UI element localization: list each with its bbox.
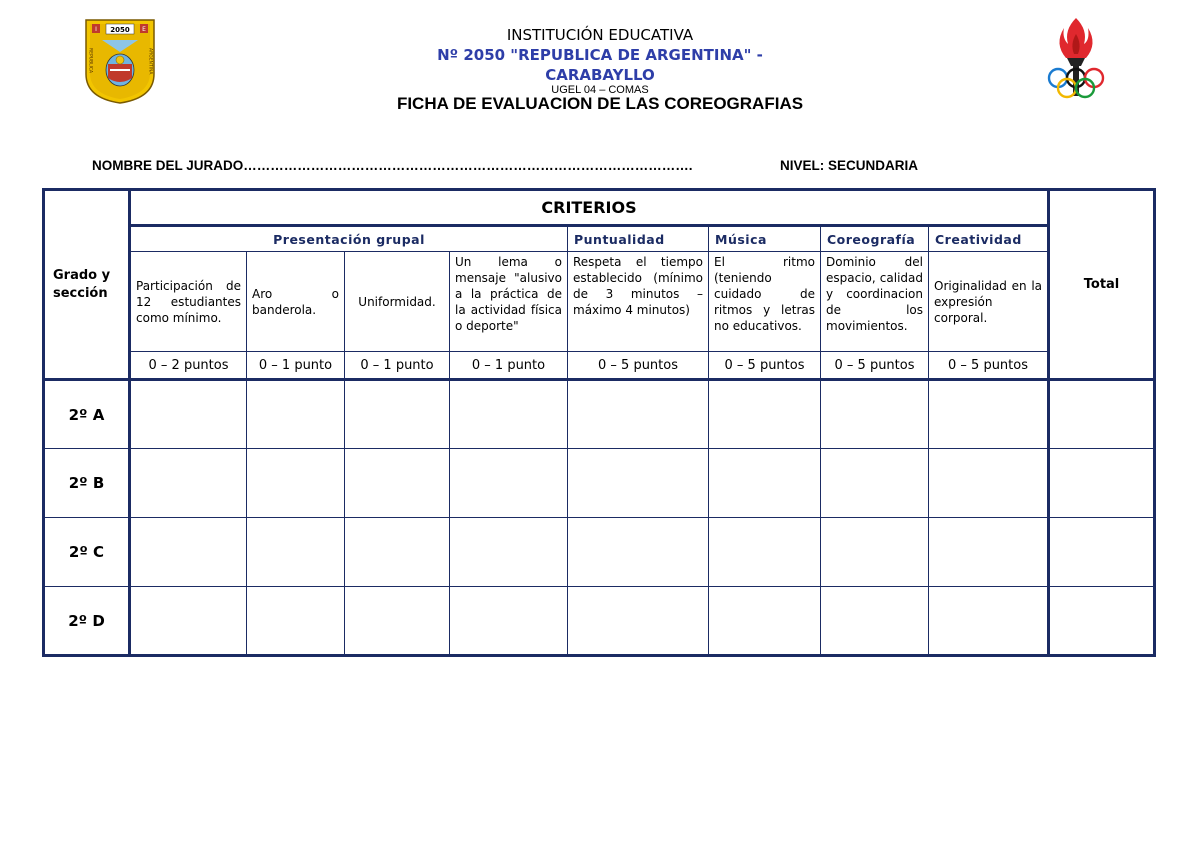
table-row bbox=[44, 518, 1155, 587]
points-range: 0 – 2 puntos bbox=[130, 352, 247, 380]
table-row bbox=[44, 449, 1155, 518]
score-cell[interactable] bbox=[821, 587, 929, 656]
score-cell[interactable] bbox=[130, 449, 247, 518]
nivel-label: NIVEL: SECUNDARIA bbox=[780, 158, 919, 173]
total-header: Total bbox=[1049, 190, 1155, 380]
evaluation-table bbox=[42, 188, 1156, 657]
score-cell[interactable] bbox=[568, 518, 709, 587]
svg-text:ARGENTINA: ARGENTINA bbox=[147, 48, 153, 75]
table-row bbox=[44, 587, 1155, 656]
row-label: 2º A bbox=[44, 380, 130, 449]
total-cell[interactable] bbox=[1049, 449, 1155, 518]
points-range: 0 – 1 punto bbox=[247, 352, 345, 380]
score-cell[interactable] bbox=[130, 380, 247, 449]
points-range: 0 – 5 puntos bbox=[568, 352, 709, 380]
score-cell[interactable] bbox=[450, 587, 568, 656]
score-cell[interactable] bbox=[450, 518, 568, 587]
score-cell[interactable] bbox=[821, 380, 929, 449]
score-cell[interactable] bbox=[345, 587, 450, 656]
score-cell[interactable] bbox=[130, 518, 247, 587]
ugel-label: UGEL 04 – COMAS bbox=[551, 84, 649, 96]
total-cell[interactable] bbox=[1049, 518, 1155, 587]
svg-text:2050: 2050 bbox=[110, 26, 130, 34]
institution-label: INSTITUCIÓN EDUCATIVA bbox=[506, 26, 694, 44]
total-cell[interactable] bbox=[1049, 380, 1155, 449]
points-range: 0 – 1 punto bbox=[450, 352, 568, 380]
score-cell[interactable] bbox=[345, 380, 450, 449]
score-cell[interactable] bbox=[929, 380, 1049, 449]
score-cell[interactable] bbox=[929, 518, 1049, 587]
score-cell[interactable] bbox=[247, 518, 345, 587]
row-label: 2º B bbox=[44, 449, 130, 518]
score-cell[interactable] bbox=[130, 587, 247, 656]
score-cell[interactable] bbox=[709, 587, 821, 656]
criterion-description: El ritmo (teniendo cuidado de ritmos y letras no educativos. bbox=[709, 252, 821, 352]
table-row bbox=[44, 380, 1155, 449]
svg-text:I: I bbox=[95, 26, 97, 33]
svg-text:E: E bbox=[142, 26, 146, 33]
category-coreografia: Coreografía bbox=[821, 226, 929, 252]
score-cell[interactable] bbox=[568, 587, 709, 656]
score-cell[interactable] bbox=[345, 449, 450, 518]
criterion-description: Dominio del espacio, calidad y coordinacion de los movimientos. bbox=[821, 252, 929, 352]
score-cell[interactable] bbox=[450, 449, 568, 518]
row-label: 2º D bbox=[44, 587, 130, 656]
score-cell[interactable] bbox=[345, 518, 450, 587]
category-creatividad: Creatividad bbox=[929, 226, 1049, 252]
total-cell[interactable] bbox=[1049, 587, 1155, 656]
score-cell[interactable] bbox=[450, 380, 568, 449]
criterion-description: Un lema o mensaje "alusivo a la práctica de la actividad física o deporte" bbox=[450, 252, 568, 352]
points-range: 0 – 5 puntos bbox=[929, 352, 1049, 380]
score-cell[interactable] bbox=[709, 449, 821, 518]
points-range: 0 – 5 puntos bbox=[821, 352, 929, 380]
criterion-description: Uniformidad. bbox=[345, 252, 450, 352]
grado-seccion-header: Grado y sección bbox=[44, 190, 130, 380]
criterion-description: Respeta el tiempo establecido (mínimo de 3 minutos – máximo 4 minutos) bbox=[568, 252, 709, 352]
score-cell[interactable] bbox=[929, 587, 1049, 656]
jurado-name-field[interactable]: NOMBRE DEL JURADO………………………………………………………………………………………. bbox=[92, 158, 693, 173]
score-cell[interactable] bbox=[247, 380, 345, 449]
score-cell[interactable] bbox=[568, 449, 709, 518]
criterion-description: Participación de 12 estudiantes como mínimo. bbox=[130, 252, 247, 352]
score-cell[interactable] bbox=[929, 449, 1049, 518]
category-puntualidad: Puntualidad bbox=[568, 226, 709, 252]
score-cell[interactable] bbox=[821, 518, 929, 587]
criterion-description: Originalidad en la expresión corporal. bbox=[929, 252, 1049, 352]
score-cell[interactable] bbox=[247, 449, 345, 518]
score-cell[interactable] bbox=[247, 587, 345, 656]
olympic-torch-logo bbox=[1036, 14, 1116, 106]
page-title: FICHA DE EVALUACION DE LAS COREOGRAFIAS bbox=[396, 94, 804, 113]
points-range: 0 – 1 punto bbox=[345, 352, 450, 380]
score-cell[interactable] bbox=[709, 380, 821, 449]
points-range: 0 – 5 puntos bbox=[709, 352, 821, 380]
row-label: 2º C bbox=[44, 518, 130, 587]
score-cell[interactable] bbox=[821, 449, 929, 518]
criterion-description: Aro o banderola. bbox=[247, 252, 345, 352]
school-crest-logo bbox=[82, 18, 158, 104]
category-presentacion: Presentación grupal bbox=[130, 226, 568, 252]
score-cell[interactable] bbox=[568, 380, 709, 449]
category-musica: Música bbox=[709, 226, 821, 252]
svg-text:REPUBLICA: REPUBLICA bbox=[87, 48, 93, 74]
criterios-header: CRITERIOS bbox=[130, 190, 1049, 226]
score-cell[interactable] bbox=[709, 518, 821, 587]
school-name: Nº 2050 "REPUBLICA DE ARGENTINA" - CARABAYLLO bbox=[437, 46, 763, 84]
